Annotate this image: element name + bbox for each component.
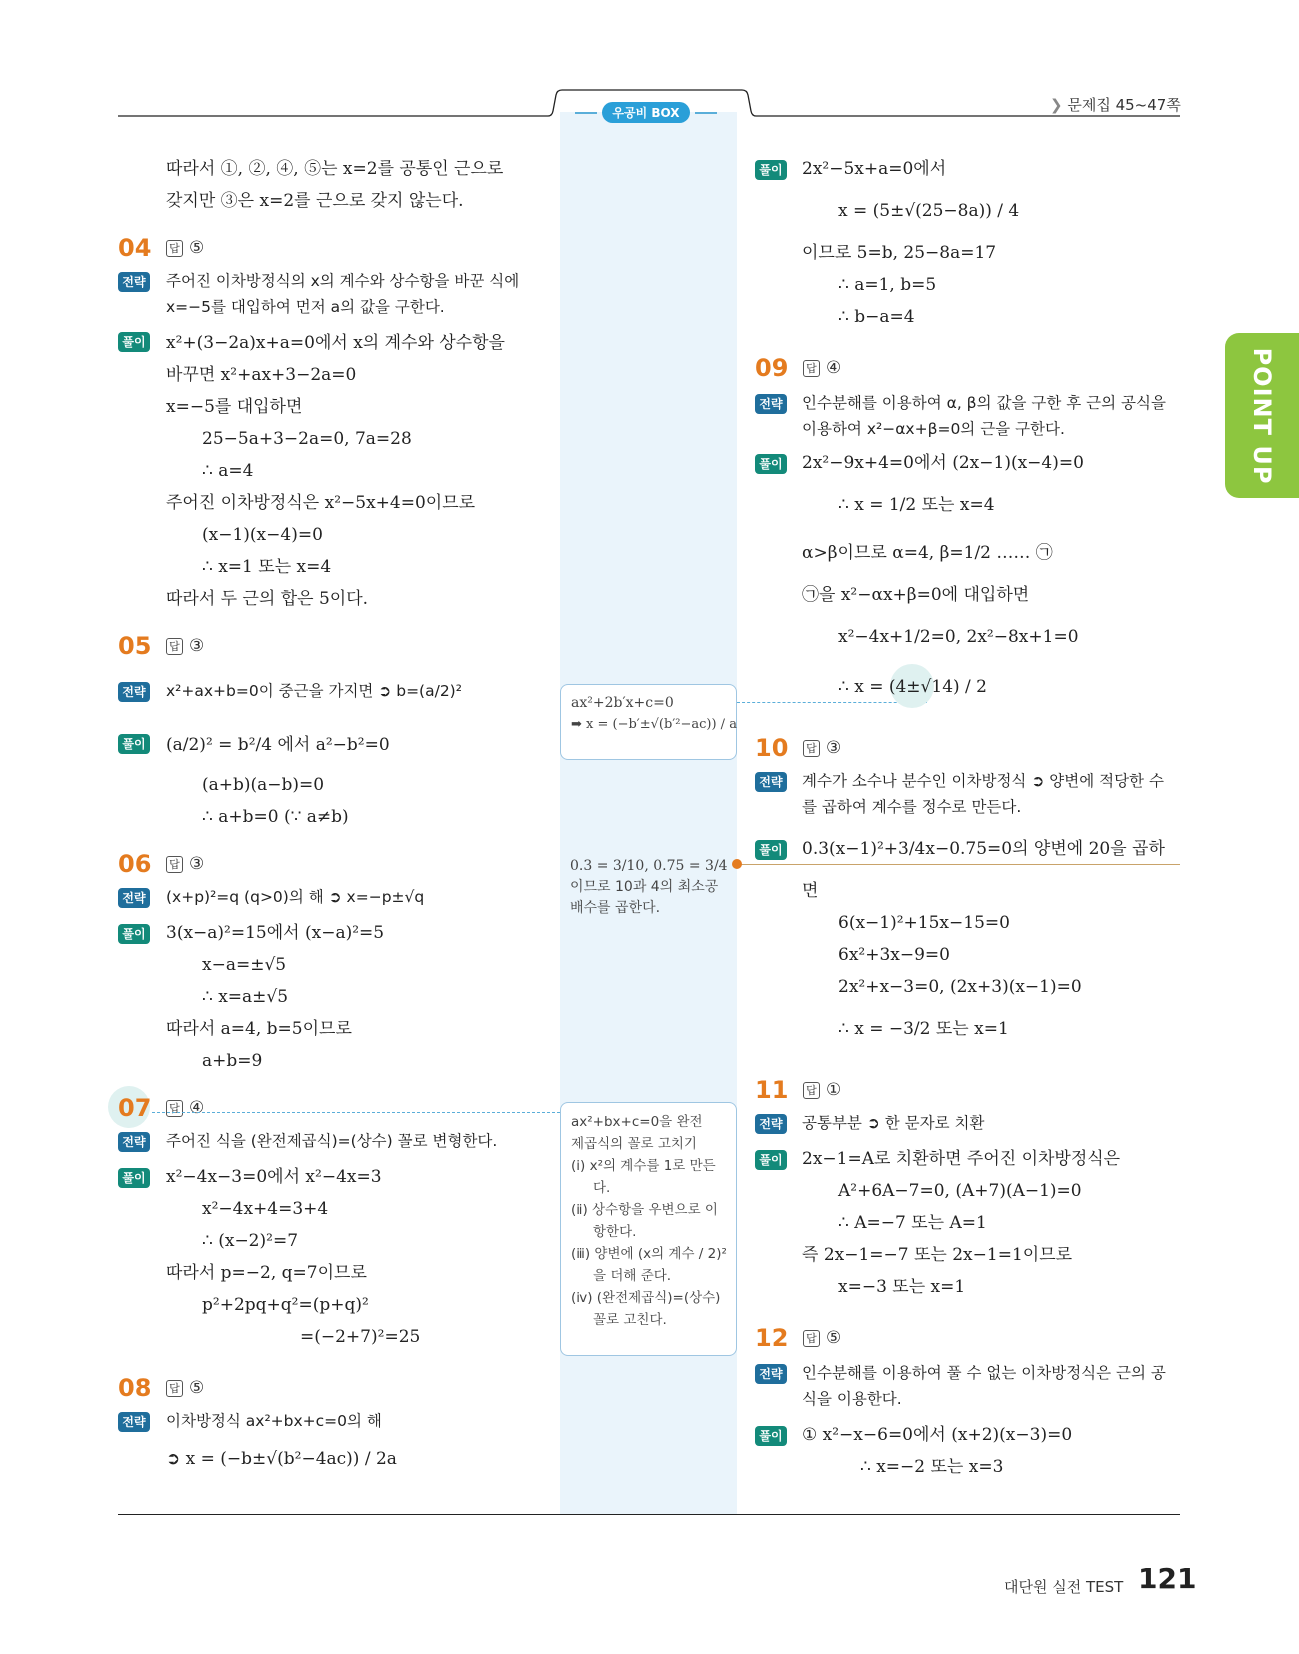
q08-strategy: 이차방정식 ax²+bx+c=0의 해: [166, 1412, 382, 1430]
q06-line-5: a+b=9: [202, 1051, 263, 1071]
q06-line-3: ∴ x=a±√5: [202, 987, 289, 1007]
answer-icon: 답: [166, 1100, 183, 1117]
q04-line-2: 바꾸면 x²+ax+3−2a=0: [166, 365, 357, 385]
q08-sol-line-1: 2x²−5x+a=0에서: [802, 159, 947, 179]
q09-number: 09: [755, 354, 789, 382]
q05-line-2: (a+b)(a−b)=0: [202, 775, 325, 795]
tip-box-root-formula: [560, 684, 737, 760]
q09-strategy-2: 이용하여 x²−αx+β=0의 근을 구한다.: [802, 420, 1065, 438]
q08-strategy-tag: 전략: [118, 1412, 150, 1432]
answer-icon: 답: [803, 1330, 820, 1347]
q04-line-8: ∴ x=1 또는 x=4: [202, 557, 332, 577]
q06-line-1: 3(x−a)²=15에서 (x−a)²=5: [166, 923, 385, 943]
q08-formula: ➲ x = (−b±√(b²−4ac)) / 2a: [166, 1449, 397, 1469]
q10-line-4: 6x²+3x−9=0: [838, 945, 950, 965]
q10-line-6: ∴ x = −3/2 또는 x=1: [838, 1019, 1009, 1039]
box-badge: [556, 102, 736, 124]
q05-line-1: (a/2)² = b²/4 에서 a²−b²=0: [166, 735, 390, 755]
q07-line-5: p²+2pq+q²=(p+q)²: [202, 1295, 369, 1315]
q08-number: 08: [118, 1374, 152, 1402]
q04-strategy-1: 주어진 이차방정식의 x의 계수와 상수항을 바꾼 식에: [166, 272, 520, 290]
q10-line-5: 2x²+x−3=0, (2x+3)(x−1)=0: [838, 977, 1082, 997]
q08-solution-tag: 풀이: [755, 160, 787, 180]
answer-icon: 답: [803, 360, 820, 377]
q05-answer: 답 ③: [166, 636, 204, 656]
q06-strategy: (x+p)²=q (q>0)의 해 ➲ x=−p±√q: [166, 888, 425, 906]
q10-number: 10: [755, 734, 789, 762]
q08-sol-line-5: ∴ b−a=4: [838, 307, 915, 327]
intro-line-1: 따라서 ①, ②, ④, ⑤는 x=2를 공통인 근으로: [166, 159, 504, 179]
q09-strategy-1: 인수분해를 이용하여 α, β의 값을 구한 후 근의 공식을: [802, 394, 1166, 412]
q06-solution-tag: 풀이: [118, 924, 150, 944]
q04-line-5: ∴ a=4: [202, 461, 254, 481]
q11-strategy-tag: 전략: [755, 1114, 787, 1134]
q04-strategy-2: x=−5를 대입하여 먼저 a의 값을 구한다.: [166, 298, 445, 316]
q10-line-3: 6(x−1)²+15x−15=0: [838, 913, 1010, 933]
q10-solution-tag: 풀이: [755, 840, 787, 860]
answer-icon: 답: [166, 638, 183, 655]
q04-line-9: 따라서 두 근의 합은 5이다.: [166, 589, 369, 609]
q07-number: 07: [118, 1094, 152, 1122]
tip-box-square-line-10: 꼴로 고친다.: [593, 1312, 667, 1328]
q08-sol-line-2: x = (5±√(25−8a)) / 4: [838, 201, 1020, 221]
q11-line-2: A²+6A−7=0, (A+7)(A−1)=0: [838, 1181, 1082, 1201]
tip-box-decimal-line-1: 0.3 = 3/10, 0.75 = 3/4: [570, 858, 728, 874]
tip-box-root-formula-line-2: ➡ x = (−b′±√(b′²−ac)) / a: [571, 717, 737, 732]
q10-strategy-2: 를 곱하여 계수를 정수로 만든다.: [802, 798, 1022, 816]
q09-solution-tag: 풀이: [755, 454, 787, 474]
q12-strategy-2: 식을 이용한다.: [802, 1390, 902, 1408]
tip-box-square-line-1: ax²+bx+c=0을 완전: [571, 1114, 703, 1130]
q11-line-4: 즉 2x−1=−7 또는 2x−1=1이므로: [802, 1245, 1073, 1265]
q11-strategy: 공통부분 ➲ 한 문자로 치환: [802, 1114, 985, 1132]
point-up-label: POINT UP: [1248, 347, 1276, 484]
q12-line-2: ∴ x=−2 또는 x=3: [860, 1457, 1004, 1477]
q09-line-1: 2x²−9x+4=0에서 (2x−1)(x−4)=0: [802, 453, 1084, 473]
q09-answer: 답 ④: [803, 358, 841, 378]
q08-sol-line-4: ∴ a=1, b=5: [838, 275, 937, 295]
q12-number: 12: [755, 1324, 789, 1352]
q07-line-4: 따라서 p=−2, q=7이므로: [166, 1263, 367, 1283]
q04-answer: 답 ⑤: [166, 238, 204, 258]
tip-box-square-line-3: (ⅰ) x²의 계수를 1로 만든: [571, 1158, 716, 1174]
q12-strategy-1: 인수분해를 이용하여 풀 수 없는 이차방정식은 근의 공: [802, 1364, 1166, 1382]
q06-answer: 답 ③: [166, 854, 204, 874]
answer-icon: 답: [166, 240, 183, 257]
q07-connector: [152, 1112, 560, 1113]
tip-box-complete-square: [560, 1102, 737, 1356]
tip-box-decimal-line-3: 배수를 곱한다.: [570, 900, 661, 916]
q07-line-3: ∴ (x−2)²=7: [202, 1231, 299, 1251]
q05-strategy-tag: 전략: [118, 682, 150, 702]
q09-strategy-tag: 전략: [755, 394, 787, 414]
box-label: 우공비 BOX: [602, 102, 689, 123]
q10-answer: 답 ③: [803, 738, 841, 758]
q05-strategy: x²+ax+b=0이 중근을 가지면 ➲ b=(a/2)²: [166, 682, 462, 700]
q11-line-5: x=−3 또는 x=1: [838, 1277, 966, 1297]
q06-strategy-tag: 전략: [118, 888, 150, 908]
q10-connector: [737, 864, 1180, 865]
q10-connector-dot: [732, 859, 742, 869]
tip-box-decimal-line-2: 이므로 10과 4의 최소공: [570, 879, 719, 895]
q07-line-1: x²−4x−3=0에서 x²−4x=3: [166, 1167, 382, 1187]
q10-strategy-tag: 전략: [755, 772, 787, 792]
q12-strategy-tag: 전략: [755, 1364, 787, 1384]
tip-box-decimal: [570, 856, 732, 919]
tip-box-square-line-7: (ⅲ) 양변에 (x의 계수 / 2)²: [571, 1246, 727, 1262]
q09-line-2: ∴ x = 1/2 또는 x=4: [838, 495, 995, 515]
footer-rule: [118, 1514, 1180, 1515]
q04-line-3: x=−5를 대입하면: [166, 397, 303, 417]
q08-sol-line-3: 이므로 5=b, 25−8a=17: [802, 243, 997, 263]
q07-answer: 답 ④: [166, 1098, 204, 1118]
q07-strategy: 주어진 식을 (완전제곱식)=(상수) 꼴로 변형한다.: [166, 1132, 498, 1150]
q07-strategy-tag: 전략: [118, 1132, 150, 1152]
answer-icon: 답: [166, 856, 183, 873]
tip-box-root-formula-line-1: ax²+2b′x+c=0: [571, 695, 674, 711]
page-number: 121: [1138, 1562, 1197, 1595]
point-up-tab[interactable]: [1225, 333, 1299, 498]
chevron-right-icon: ❯: [1050, 96, 1063, 114]
q04-line-4: 25−5a+3−2a=0, 7a=28: [202, 429, 412, 449]
q07-line-2: x²−4x+4=3+4: [202, 1199, 329, 1219]
q10-line-1: 0.3(x−1)²+3/4x−0.75=0의 양변에 20을 곱하: [802, 839, 1165, 859]
q07-line-6: =(−2+7)²=25: [300, 1327, 421, 1347]
answer-icon: 답: [803, 1082, 820, 1099]
q12-answer: 답 ⑤: [803, 1328, 841, 1348]
q06-line-2: x−a=±√5: [202, 955, 287, 975]
tip-box-square-line-6: 항한다.: [593, 1224, 637, 1240]
answer-icon: 답: [166, 1380, 183, 1397]
q05-solution-tag: 풀이: [118, 734, 150, 754]
q10-line-2: 면: [802, 881, 819, 901]
tip-box-square-line-9: (ⅳ) (완전제곱식)=(상수): [571, 1290, 721, 1306]
q11-answer: 답 ①: [803, 1080, 841, 1100]
q10-strategy-1: 계수가 소수나 분수인 이차방정식 ➲ 양변에 적당한 수: [802, 772, 1164, 790]
q11-solution-tag: 풀이: [755, 1150, 787, 1170]
q09-line-6: ∴ x = (4±√14) / 2: [838, 677, 987, 697]
q04-line-1: x²+(3−2a)x+a=0에서 x의 계수와 상수항을: [166, 333, 505, 353]
q11-line-3: ∴ A=−7 또는 A=1: [838, 1213, 987, 1233]
q09-line-5: x²−4x+1/2=0, 2x²−8x+1=0: [838, 627, 1079, 647]
tip-box-square-line-2: 제곱식의 꼴로 고치기: [571, 1136, 697, 1152]
q11-line-1: 2x−1=A로 치환하면 주어진 이차방정식은: [802, 1149, 1121, 1169]
q06-line-4: 따라서 a=4, b=5이므로: [166, 1019, 352, 1039]
q09-line-3: α>β이므로 α=4, β=1/2 …… ㉠: [802, 543, 1053, 563]
q04-line-7: (x−1)(x−4)=0: [202, 525, 323, 545]
q08-answer: 답 ⑤: [166, 1378, 204, 1398]
q04-strategy-tag: 전략: [118, 272, 150, 292]
footer-section: 대단원 실전 TEST: [1004, 1578, 1124, 1596]
q04-number: 04: [118, 234, 152, 262]
q12-solution-tag: 풀이: [755, 1426, 787, 1446]
tip-box-square-line-5: (ⅱ) 상수항을 우변으로 이: [571, 1202, 718, 1218]
workbook-ref: ❯ 문제집 45~47쪽: [1050, 96, 1181, 114]
answer-icon: 답: [803, 740, 820, 757]
q11-number: 11: [755, 1076, 789, 1104]
q04-solution-tag: 풀이: [118, 332, 150, 352]
tip-box-square-line-4: 다.: [593, 1180, 611, 1196]
q05-number: 05: [118, 632, 152, 660]
q09-line-4: ㉠을 x²−αx+β=0에 대입하면: [802, 585, 1030, 605]
q05-line-3: ∴ a+b=0 (∵ a≠b): [202, 807, 349, 827]
intro-line-2: 갖지만 ③은 x=2를 근으로 갖지 않는다.: [166, 191, 464, 211]
q06-number: 06: [118, 850, 152, 878]
q12-line-1: ① x²−x−6=0에서 (x+2)(x−3)=0: [802, 1425, 1073, 1445]
q04-line-6: 주어진 이차방정식은 x²−5x+4=0이므로: [166, 493, 476, 513]
tip-box-square-line-8: 을 더해 준다.: [593, 1268, 672, 1284]
q07-solution-tag: 풀이: [118, 1168, 150, 1188]
